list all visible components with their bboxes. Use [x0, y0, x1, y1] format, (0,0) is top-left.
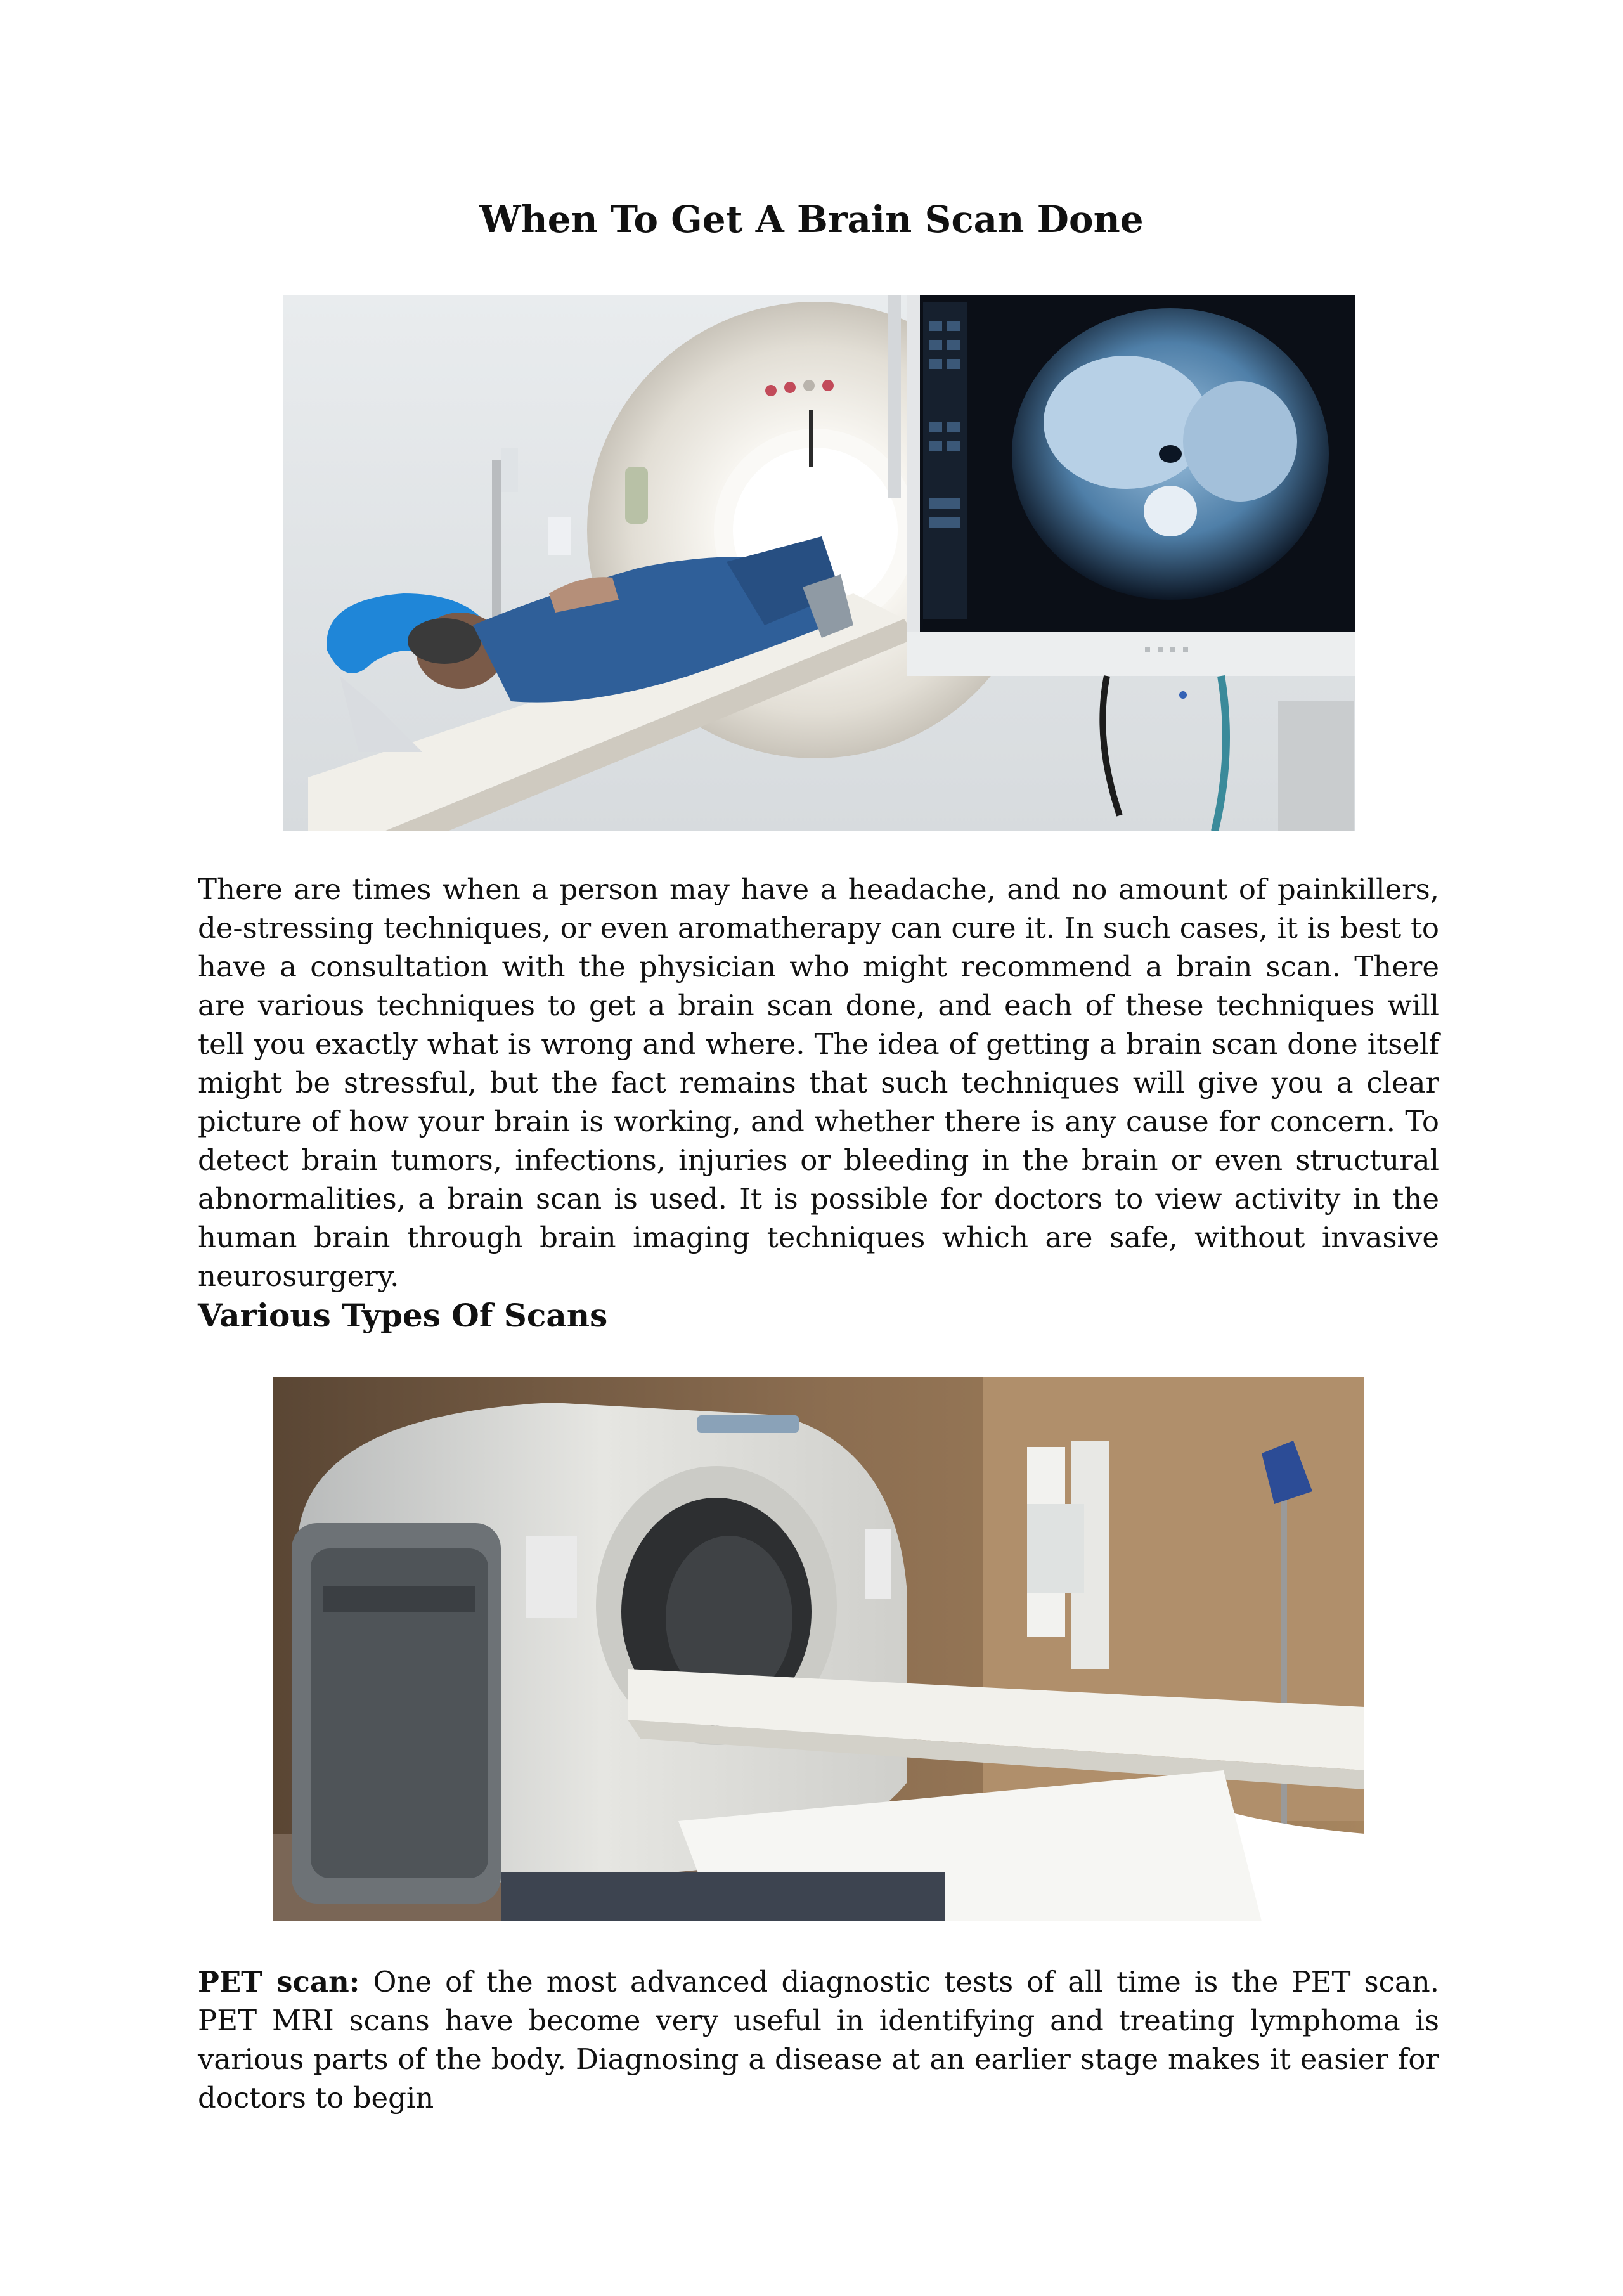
pet-scan-text: One of the most advanced diagnostic tests of all time is the PET scan. PET MRI scans have become very useful in identifying and treating lymphoma is various parts of the body. Diagnosing a disease at an earlier stage makes it easier for doctors to begin	[198, 1965, 1439, 2115]
section-heading: Various Types Of Scans	[198, 1297, 608, 1334]
page-title: When To Get A Brain Scan Done	[479, 198, 1144, 241]
ct-scan-photo	[283, 295, 1355, 831]
intro-paragraph: There are times when a person may have a headache, and no amount of painkillers, de-stressing techniques, or even aromatherapy can cure it. In such cases, it is best to have a consultation with the physician who might recommend a brain scan. There are various techniques to get a brain scan done, and each of these techniques will tell you exactly what is wrong and where. The idea of getting a brain scan done itself might be stressful, but the fact remains that such techniques will give you a clear picture of how your brain is working, and whether there is any cause for concern. To detect brain tumors, infections, injuries or bleeding in the brain or even structural abnormalities, a brain scan is used. It is possible for doctors to view activity in the human brain through brain imaging techniques which are safe, without invasive neurosurgery.	[198, 872, 1439, 1293]
pet-scanner-photo	[273, 1377, 1364, 1921]
pet-scan-label: PET scan:	[198, 1965, 360, 1999]
pet-scan-paragraph	[198, 1962, 1439, 2117]
